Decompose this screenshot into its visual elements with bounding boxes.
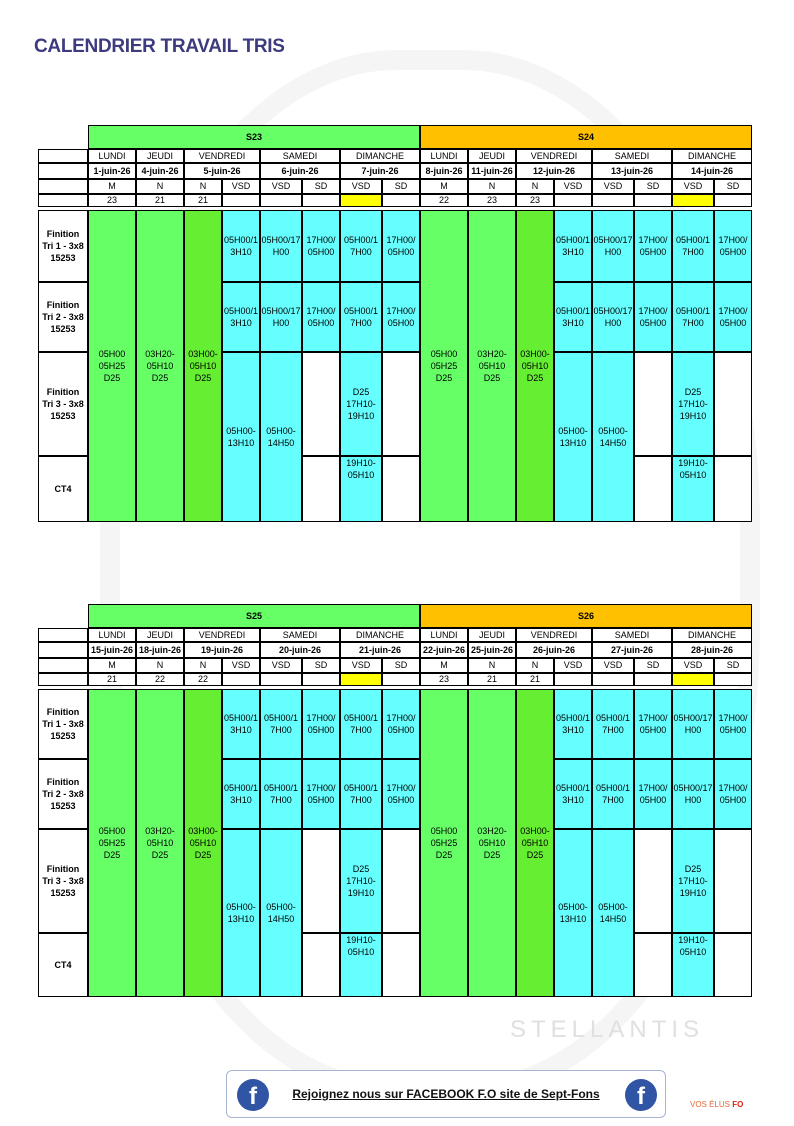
shift-code: VSD [554,658,592,673]
day-header: LUNDI [88,149,136,163]
shift-count [260,673,302,686]
shift-count [340,194,382,207]
shift-block-dimanche-tri3: D25 17H10- 19H10 [340,352,382,456]
shift-count: 23 [516,194,554,207]
shift-block-sd: 17H00/ 05H00 [302,210,340,282]
shift-code: VSD [260,179,302,194]
header-blank [38,194,88,207]
shift-code: SD [382,179,420,194]
shift-block-vsd: 05H00/1 7H00 [260,759,302,829]
empty-cell [634,829,672,933]
shift-block-vsd: 05H00/1 7H00 [260,689,302,759]
date-header: 7-juin-26 [340,163,420,179]
empty-cell [634,933,672,997]
shift-code: SD [714,179,752,194]
day-header: SAMEDI [260,628,340,642]
date-header: 15-juin-26 [88,642,136,658]
header-blank [38,673,88,686]
shift-block-vsd-tri3: 05H00- 14H50 [592,352,634,522]
date-header: 14-juin-26 [672,163,752,179]
shift-code: N [468,658,516,673]
shift-code: VSD [260,658,302,673]
empty-cell [302,933,340,997]
facebook-icon[interactable]: f [625,1079,657,1111]
day-header: LUNDI [420,628,468,642]
shift-code: SD [302,658,340,673]
shift-code: N [468,179,516,194]
shift-count [302,194,340,207]
shift-code: SD [634,179,672,194]
empty-cell [382,352,420,456]
shift-code: SD [714,658,752,673]
shift-block-dimanche-sd: 17H00/ 05H00 [382,282,420,352]
date-header: 21-juin-26 [340,642,420,658]
week-header: S26 [420,604,752,628]
shift-code: M [420,179,468,194]
empty-cell [382,933,420,997]
shift-block-dimanche-ct4: 19H10- 05H10 [672,933,714,997]
shift-block-dimanche-ct4: 19H10- 05H10 [340,933,382,997]
row-label-tri2: Finition Tri 2 - 3x8 15253 [38,759,88,829]
day-header: DIMANCHE [340,628,420,642]
facebook-link[interactable]: Rejoignez nous sur FACEBOOK F.O site de Sept-Fons [292,1087,600,1101]
row-label-ct4: CT4 [38,933,88,997]
row-label-tri2: Finition Tri 2 - 3x8 15253 [38,282,88,352]
date-header: 12-juin-26 [516,163,592,179]
date-header: 1-juin-26 [88,163,136,179]
date-header: 8-juin-26 [420,163,468,179]
empty-cell [714,829,752,933]
week-header: S25 [88,604,420,628]
shift-block-dimanche-sd: 17H00/ 05H00 [714,689,752,759]
day-header: SAMEDI [260,149,340,163]
shift-block-sd: 17H00/ 05H00 [302,689,340,759]
shift-block-vsd-tri3: 05H00- 14H50 [260,352,302,522]
day-header: DIMANCHE [672,149,752,163]
shift-code: N [184,658,222,673]
shift-block-vsd: 05H00/1 3H10 [554,282,592,352]
day-header: VENDREDI [184,628,260,642]
facebook-icon[interactable]: f [237,1079,269,1111]
shift-code: SD [302,179,340,194]
shift-count [554,194,592,207]
shift-code: M [88,658,136,673]
shift-count [634,194,672,207]
shift-count [222,673,260,686]
empty-cell [382,829,420,933]
day-header: VENDREDI [516,628,592,642]
shift-block-sd: 17H00/ 05H00 [634,689,672,759]
empty-cell [634,352,672,456]
shift-count [592,673,634,686]
day-header: DIMANCHE [672,628,752,642]
shift-count: 23 [420,673,468,686]
shift-block-dimanche-vsd: 05H00/17 H00 [672,759,714,829]
shift-code: VSD [672,179,714,194]
header-blank [38,628,88,642]
shift-block-dimanche-sd: 17H00/ 05H00 [714,282,752,352]
shift-code: N [136,658,184,673]
shift-count: 21 [88,673,136,686]
shift-code: VSD [592,658,634,673]
shift-code: N [184,179,222,194]
shift-block-vsd: 05H00/17 H00 [592,282,634,352]
day-header: JEUDI [468,628,516,642]
shift-block-dimanche-tri3: D25 17H10- 19H10 [340,829,382,933]
shift-count [592,194,634,207]
shift-code: VSD [222,658,260,673]
day-header: JEUDI [468,149,516,163]
header-blank [38,658,88,673]
day-header: VENDREDI [516,149,592,163]
shift-block-vsd: 05H00/17 H00 [260,282,302,352]
shift-block-sd: 17H00/ 05H00 [634,282,672,352]
shift-code: VSD [340,658,382,673]
shift-count [634,673,672,686]
empty-cell [634,456,672,522]
shift-block-lundi: 05H00 05H25 D25 [88,210,136,522]
page-title: CALENDRIER TRAVAIL TRIS [34,36,285,57]
day-header: JEUDI [136,149,184,163]
day-header: JEUDI [136,628,184,642]
shift-count: 22 [184,673,222,686]
shift-block-jeudi: 03H20- 05H10 D25 [468,210,516,522]
watermark-logo: STELLANTIS [510,1016,705,1043]
day-header: LUNDI [420,149,468,163]
shift-block-vsd-tri3: 05H00- 14H50 [260,829,302,997]
date-header: 26-juin-26 [516,642,592,658]
row-label-tri3: Finition Tri 3 - 3x8 15253 [38,352,88,456]
shift-block-vsd: 05H00/1 7H00 [592,689,634,759]
row-label-tri1: Finition Tri 1 - 3x8 15253 [38,689,88,759]
shift-code: VSD [222,179,260,194]
shift-block-dimanche-tri3: D25 17H10- 19H10 [672,829,714,933]
shift-count [260,194,302,207]
day-header: SAMEDI [592,628,672,642]
shift-block-dimanche-vsd: 05H00/1 7H00 [672,282,714,352]
shift-count: 22 [420,194,468,207]
day-header: DIMANCHE [340,149,420,163]
shift-block-sd: 17H00/ 05H00 [634,210,672,282]
shift-count [672,673,714,686]
empty-cell [302,352,340,456]
shift-block-lundi: 05H00 05H25 D25 [420,689,468,997]
shift-count: 21 [136,194,184,207]
shift-block-jeudi: 03H20- 05H10 D25 [136,689,184,997]
shift-count: 23 [88,194,136,207]
date-header: 18-juin-26 [136,642,184,658]
shift-count [714,673,752,686]
shift-block-dimanche-vsd: 05H00/1 7H00 [340,210,382,282]
empty-cell [302,456,340,522]
shift-block-dimanche-vsd: 05H00/1 7H00 [340,759,382,829]
shift-code: VSD [554,179,592,194]
shift-block-vsd-tri3: 05H00- 13H10 [554,829,592,997]
day-header: LUNDI [88,628,136,642]
shift-block-sd: 17H00/ 05H00 [302,282,340,352]
date-header: 6-juin-26 [260,163,340,179]
shift-block-vsd: 05H00/17 H00 [260,210,302,282]
shift-count [382,194,420,207]
shift-code: SD [634,658,672,673]
shift-block-vendredi: 03H00- 05H10 D25 [184,689,222,997]
row-label-ct4: CT4 [38,456,88,522]
shift-block-dimanche-vsd: 05H00/1 7H00 [340,282,382,352]
shift-block-vsd: 05H00/1 3H10 [222,689,260,759]
empty-cell [302,829,340,933]
shift-block-dimanche-sd: 17H00/ 05H00 [382,210,420,282]
shift-block-dimanche-vsd: 05H00/1 7H00 [672,210,714,282]
row-label-tri3: Finition Tri 3 - 3x8 15253 [38,829,88,933]
shift-count: 21 [516,673,554,686]
week-header: S24 [420,125,752,149]
shift-code: N [516,179,554,194]
shift-count: 23 [468,194,516,207]
date-header: 19-juin-26 [184,642,260,658]
shift-block-dimanche-sd: 17H00/ 05H00 [382,689,420,759]
shift-block-vsd: 05H00/1 3H10 [222,282,260,352]
row-label-tri1: Finition Tri 1 - 3x8 15253 [38,210,88,282]
shift-block-jeudi: 03H20- 05H10 D25 [468,689,516,997]
shift-code: VSD [592,179,634,194]
shift-code: VSD [340,179,382,194]
shift-block-dimanche-ct4: 19H10- 05H10 [672,456,714,522]
header-blank [38,179,88,194]
date-header: 25-juin-26 [468,642,516,658]
shift-count [222,194,260,207]
empty-cell [714,456,752,522]
shift-block-vsd: 05H00/1 3H10 [554,759,592,829]
day-header: SAMEDI [592,149,672,163]
shift-block-sd: 17H00/ 05H00 [634,759,672,829]
shift-count [554,673,592,686]
shift-block-vsd: 05H00/1 3H10 [554,210,592,282]
day-header: VENDREDI [184,149,260,163]
shift-block-dimanche-tri3: D25 17H10- 19H10 [672,352,714,456]
header-blank [38,149,88,163]
date-header: 22-juin-26 [420,642,468,658]
header-blank [38,163,88,179]
shift-block-dimanche-vsd: 05H00/17 H00 [672,689,714,759]
shift-block-vsd: 05H00/1 3H10 [554,689,592,759]
shift-code: N [516,658,554,673]
empty-cell [382,456,420,522]
date-header: 5-juin-26 [184,163,260,179]
shift-count [382,673,420,686]
shift-block-vsd: 05H00/1 3H10 [222,759,260,829]
shift-code: N [136,179,184,194]
shift-code: M [88,179,136,194]
date-header: 28-juin-26 [672,642,752,658]
shift-block-vsd-tri3: 05H00- 14H50 [592,829,634,997]
shift-block-vsd-tri3: 05H00- 13H10 [222,829,260,997]
shift-block-dimanche-sd: 17H00/ 05H00 [382,759,420,829]
header-blank [38,642,88,658]
date-header: 4-juin-26 [136,163,184,179]
empty-cell [714,933,752,997]
empty-cell [714,352,752,456]
shift-block-vendredi: 03H00- 05H10 D25 [516,689,554,997]
shift-block-vendredi: 03H00- 05H10 D25 [184,210,222,522]
shift-block-dimanche-ct4: 19H10- 05H10 [340,456,382,522]
shift-code: VSD [672,658,714,673]
date-header: 13-juin-26 [592,163,672,179]
date-header: 20-juin-26 [260,642,340,658]
shift-block-dimanche-sd: 17H00/ 05H00 [714,210,752,282]
shift-block-dimanche-vsd: 05H00/1 7H00 [340,689,382,759]
shift-block-sd: 17H00/ 05H00 [302,759,340,829]
shift-count [672,194,714,207]
shift-count [340,673,382,686]
shift-block-dimanche-sd: 17H00/ 05H00 [714,759,752,829]
shift-block-vsd: 05H00/17 H00 [592,210,634,282]
shift-block-vendredi: 03H00- 05H10 D25 [516,210,554,522]
date-header: 11-juin-26 [468,163,516,179]
elus-fo-label: VOS ÉLUS FO [690,1100,744,1109]
facebook-banner[interactable] [226,1070,666,1118]
shift-block-vsd: 05H00/1 3H10 [222,210,260,282]
shift-block-lundi: 05H00 05H25 D25 [420,210,468,522]
shift-block-vsd-tri3: 05H00- 13H10 [554,352,592,522]
shift-code: M [420,658,468,673]
shift-code: SD [382,658,420,673]
shift-block-vsd: 05H00/1 7H00 [592,759,634,829]
shift-block-vsd-tri3: 05H00- 13H10 [222,352,260,522]
shift-count: 21 [184,194,222,207]
shift-count [714,194,752,207]
date-header: 27-juin-26 [592,642,672,658]
shift-block-lundi: 05H00 05H25 D25 [88,689,136,997]
week-header: S23 [88,125,420,149]
shift-count: 22 [136,673,184,686]
shift-count: 21 [468,673,516,686]
shift-count [302,673,340,686]
shift-block-jeudi: 03H20- 05H10 D25 [136,210,184,522]
